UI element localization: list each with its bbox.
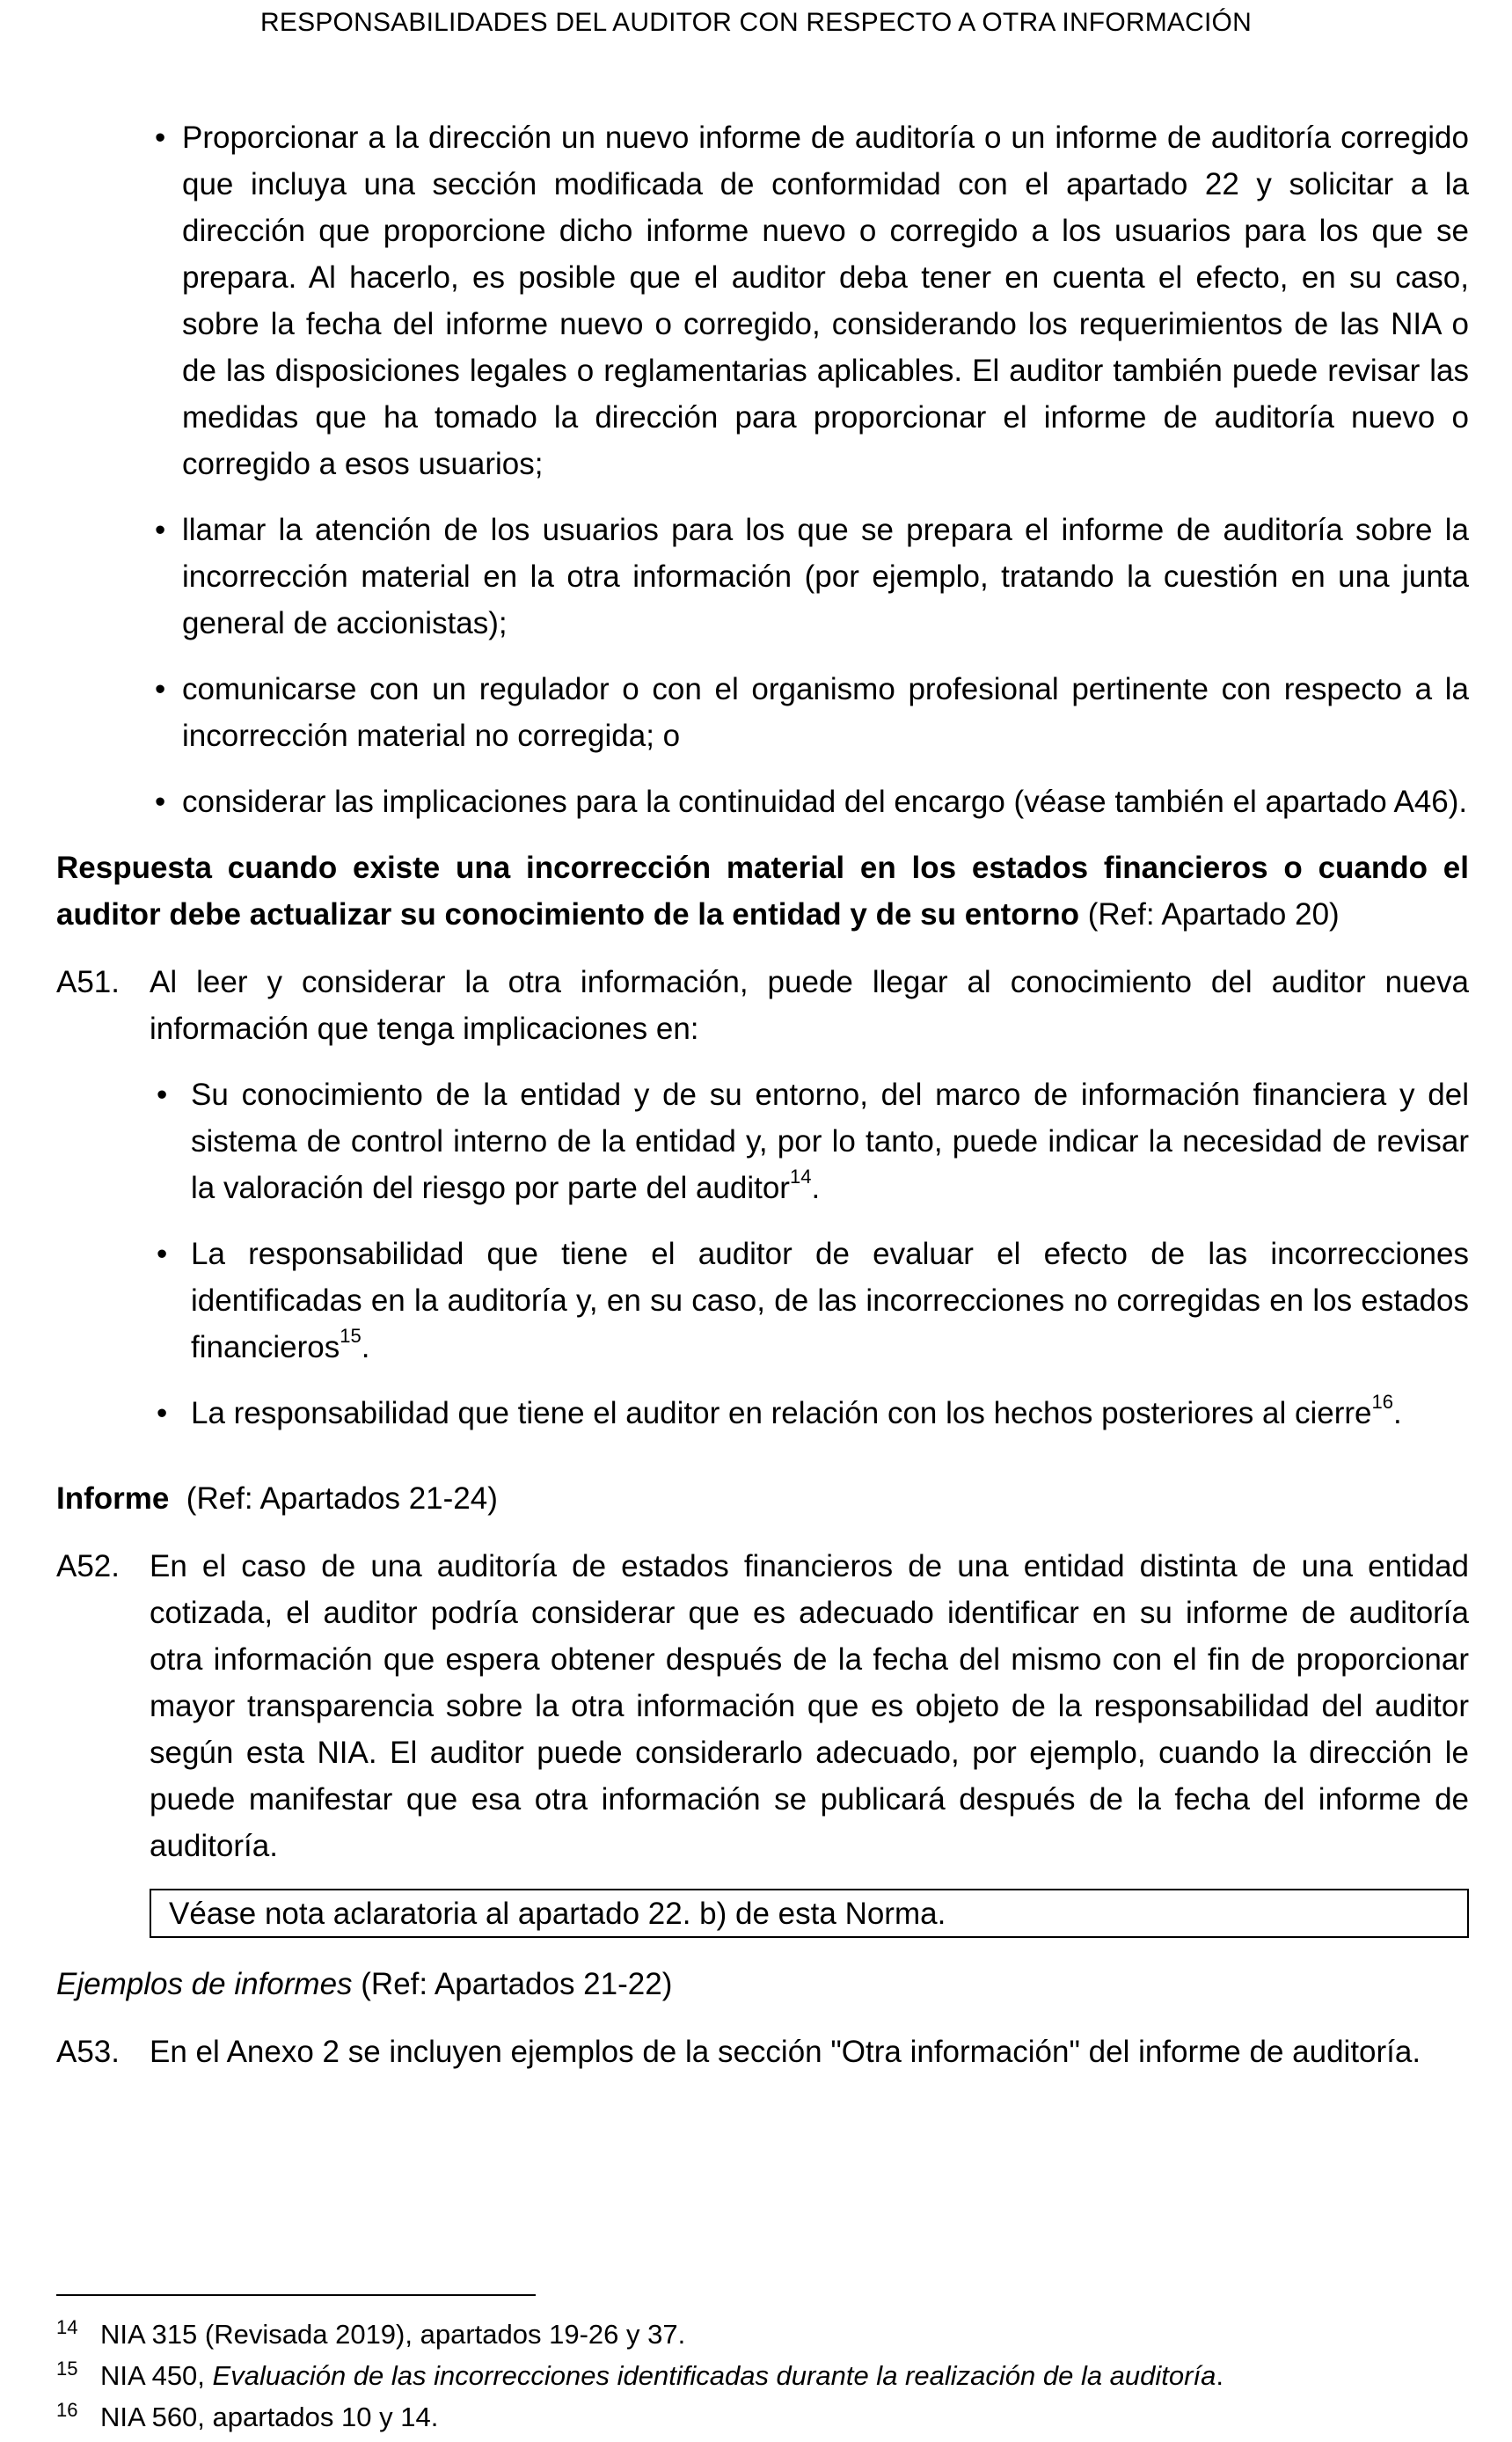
footnote: [56, 2396, 1469, 2438]
section-heading-title: Informe: [56, 1481, 170, 1516]
footnote: [56, 2355, 1469, 2396]
list-item-body: Su conocimiento de la entidad y de su entorno, del marco de información financiera y del sistema de control interno de la entidad y, por lo tanto, puede indicar la necesidad de revisar la valoración del riesgo por parte del auditor: [191, 1078, 1469, 1205]
list-item-text: [191, 1231, 1469, 1371]
list-item: [56, 779, 1469, 825]
footnote-body: NIA 450,: [100, 2360, 213, 2391]
paragraph-text: En el Anexo 2 se incluyen ejemplos de la sección "Otra información" del informe de auditoría.: [150, 2035, 1421, 2069]
list-item-text: [191, 1390, 1469, 1437]
section-heading-report: [56, 1475, 1469, 1522]
section-heading-title: Respuesta cuando existe una incorrección material en los estados financieros o cuando el auditor debe actualizar su conocimiento de la entidad y de su entorno: [56, 851, 1469, 932]
bullet-icon: •: [155, 672, 166, 706]
section-heading-ref: (Ref: Apartados 21-22): [352, 1967, 673, 2001]
section-heading-examples: [56, 1961, 1469, 2007]
footnote-body: NIA 315 (Revisada 2019), apartados 19-26 y 37.: [100, 2319, 686, 2350]
section-heading-ref: (Ref: Apartado 20): [1078, 897, 1340, 932]
bullet-icon: •: [157, 1237, 168, 1271]
running-header: RESPONSABILIDADES DEL AUDITOR CON RESPECTO A OTRA INFORMACIÓN: [260, 8, 1252, 37]
footnote: [56, 2314, 1469, 2355]
paragraph-text: En el caso de una auditoría de estados financieros de una entidad distinta de una entidad cotizada, el auditor podría considerar que es adecuado identificar en su informe de auditoría otra información que espera obtener después de la fecha del mismo con el fin de proporcionar mayor transparencia sobre la otra información que es objeto de la responsabilidad del auditor según esta NIA. El auditor puede considerarlo adecuado, por ejemplo, cuando la dirección le puede manifestar que esa otra información se publicará después de la fecha del informe de auditoría.: [150, 1549, 1469, 1863]
footnote-tail: .: [1216, 2360, 1223, 2391]
footnote-ref: 16: [1371, 1391, 1393, 1414]
list-item-body: La responsabilidad que tiene el auditor en relación con los hechos posteriores al cierre: [191, 1396, 1372, 1430]
paragraph-number: A51.: [56, 965, 120, 999]
bullet-icon: •: [155, 785, 166, 819]
list-item: [56, 666, 1469, 759]
page-body: [56, 114, 1469, 2095]
list-item-tail: .: [361, 1330, 370, 1364]
footnotes: [56, 2294, 1469, 2438]
bullet-icon: •: [157, 1078, 168, 1112]
section-heading-title: Ejemplos de informes: [56, 1967, 353, 2001]
list-item-text: [191, 1071, 1469, 1211]
list-item: [150, 1231, 1469, 1371]
list-item-text: comunicarse con un regulador o con el organismo profesional pertinente con respecto a la incorrección material no corregida; o: [182, 672, 1469, 753]
clarification-note-text: Véase nota aclaratoria al apartado 22. b) de esta Norma.: [169, 1897, 946, 1931]
footnote-text: [100, 2314, 1469, 2355]
list-item-tail: .: [811, 1171, 821, 1205]
footnote-number: 16: [56, 2399, 78, 2421]
footnote-number: 14: [56, 2316, 78, 2338]
footnote-ref: 14: [789, 1166, 812, 1188]
list-item-text: Proporcionar a la dirección un nuevo informe de auditoría o un informe de auditoría corregido que incluya una sección modificada de conformidad con el apartado 22 y solicitar a la dirección que proporcione dicho informe nuevo o corregido a los usuarios para los que se prepara. Al hacerlo, es posible que el auditor deba tener en cuenta el efecto, en su caso, sobre la fecha del informe nuevo o corregido, considerando los requerimientos de las NIA o de las disposiciones legales o reglamentarias aplicables. El auditor también puede revisar las medidas que ha tomado la dirección para proporcionar el informe de auditoría nuevo o corregido a esos usuarios;: [182, 121, 1469, 481]
footnote-text: [100, 2396, 1469, 2438]
paragraph-a52: [56, 1543, 1469, 1869]
list-item: [56, 507, 1469, 647]
footnote-divider: [56, 2294, 536, 2296]
footnote-body: NIA 560, apartados 10 y 14.: [100, 2402, 439, 2432]
paragraph-number: A52.: [56, 1549, 120, 1583]
list-item: [150, 1071, 1469, 1211]
footnote-number: 15: [56, 2358, 78, 2380]
list-item-body: La responsabilidad que tiene el auditor de evaluar el efecto de las incorrecciones identificadas en la auditoría y, en su caso, de las incorrecciones no corregidas en los estados financieros: [191, 1237, 1469, 1364]
footnote-title: Evaluación de las incorrecciones identificadas durante la realización de la auditoría: [212, 2360, 1216, 2391]
paragraph-body: [150, 959, 1469, 1456]
section-heading-ref: (Ref: Apartados 21-24): [169, 1481, 498, 1516]
paragraph-a53: [56, 2029, 1469, 2075]
bullet-icon: •: [155, 121, 166, 155]
list-item-text: llamar la atención de los usuarios para los que se prepara el informe de auditoría sobre la incorrección material en la otra información (por ejemplo, tratando la cuestión en una junta general de accionistas);: [182, 513, 1469, 640]
bullet-list-implications: [150, 1071, 1469, 1437]
footnote-text: [100, 2355, 1469, 2396]
list-item-tail: .: [1392, 1396, 1402, 1430]
section-heading-response: [56, 844, 1469, 938]
list-item-text: considerar las implicaciones para la continuidad del encargo (véase también el apartado A46).: [182, 785, 1468, 819]
bullet-icon: •: [155, 513, 166, 547]
list-item: [56, 114, 1469, 487]
list-item: [150, 1390, 1469, 1437]
clarification-note-box: [150, 1889, 1469, 1938]
bullet-icon: •: [157, 1396, 168, 1430]
bullet-list-measures: [56, 114, 1469, 825]
paragraph-text: Al leer y considerar la otra información, puede llegar al conocimiento del auditor nueva información que tenga implicaciones en:: [150, 965, 1469, 1046]
footnote-ref: 15: [340, 1325, 362, 1348]
paragraph-number: A53.: [56, 2035, 120, 2069]
paragraph-a51: [56, 959, 1469, 1456]
